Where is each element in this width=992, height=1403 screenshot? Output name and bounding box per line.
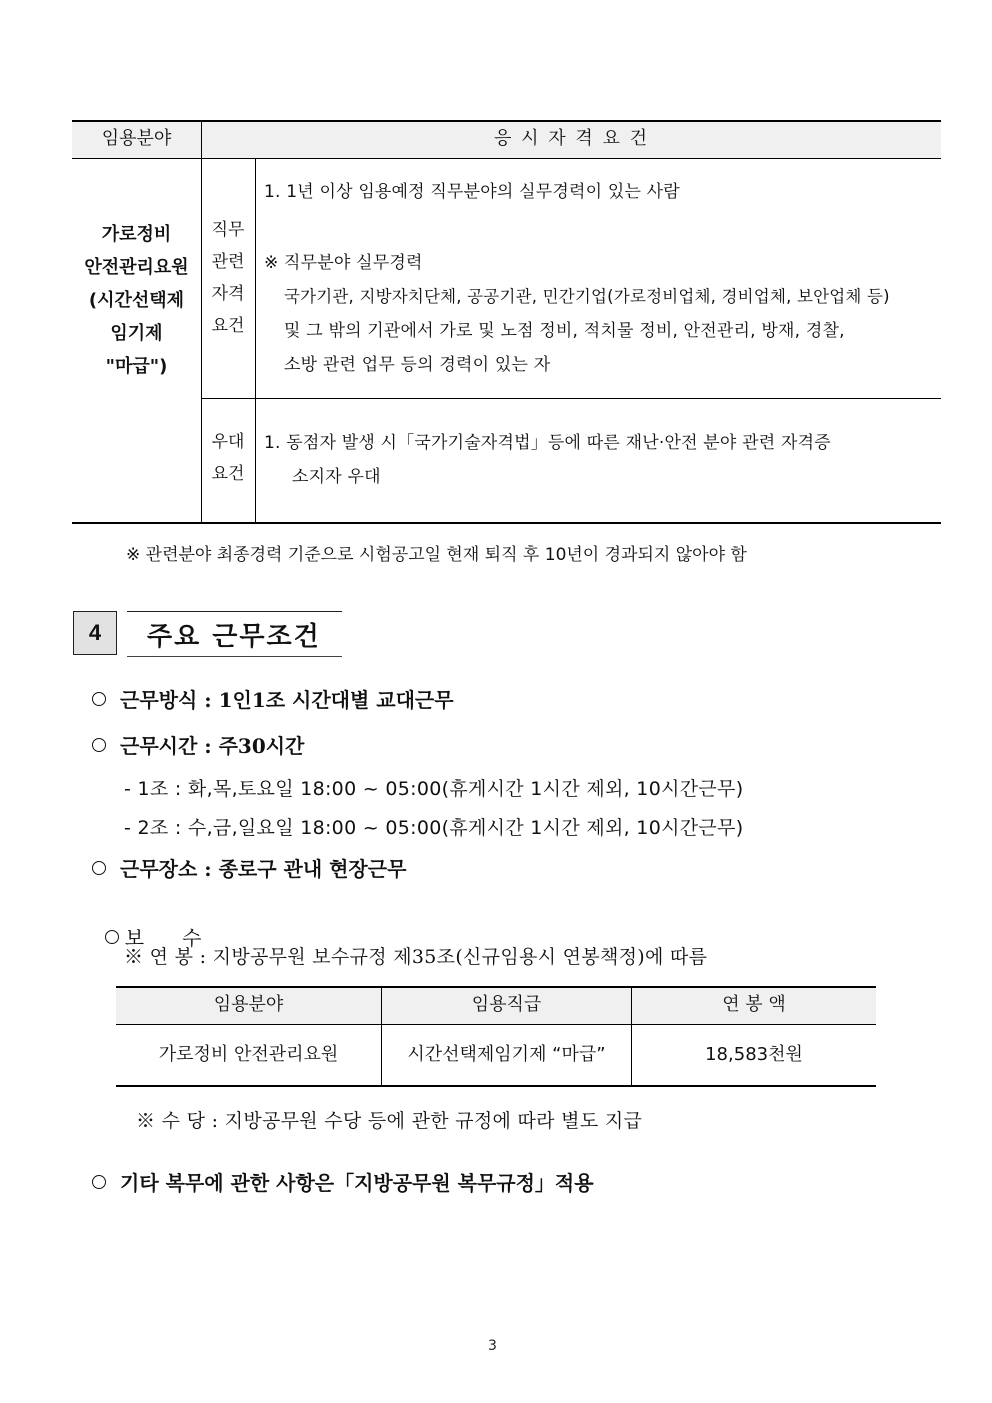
condition-text: 근무장소 : 종로구 관내 현장근무 [120,857,407,881]
preference-label [201,426,255,490]
circle-bullet-icon [92,738,106,752]
field-name-line: 안전관리요원 [84,257,189,278]
header-salary: 연 봉 액 [722,994,786,1015]
condition-work-method [92,684,454,713]
shift-2: - 2조 : 수,금,일요일 18:00 ~ 05:00(휴게시간 1시간 제외, 10시간근무) [124,817,744,839]
row-divider [201,398,941,399]
requirement-item-1: 1. 1년 이상 임용예정 직무분야의 실무경력이 있는 사람 [264,182,680,202]
qualification-table [72,120,941,523]
field-name-line: (시간선택제 [88,290,185,311]
label-line: 요건 [211,316,245,336]
salary-note: ※ 연 봉 : 지방공무원 보수규정 제35조(신규임용시 연봉책정)에 따름 [124,946,708,968]
cell-field: 가로정비 안전관리요원 [158,1044,339,1065]
preference-line: 1. 동점자 발생 시「국가기술자격법」등에 따른 재난·안전 분야 관련 자격증 [264,433,831,453]
label-line: 자격 [211,284,245,304]
note-title: ※ 직무분야 실무경력 [264,253,423,273]
cell-salary: 18,583천원 [705,1044,803,1065]
header-grade: 임용직급 [471,994,542,1015]
field-name-cell [72,158,201,523]
table-bottom-border [72,522,941,524]
label-line: 요건 [211,464,245,484]
section-title-box [127,611,342,657]
condition-text: 보 수 [124,926,202,950]
table-footnote: ※ 관련분야 최종경력 기준으로 시험공고일 현재 퇴직 후 10년이 경과되지 않아야 함 [126,545,747,565]
note-line: 국가기관, 지방자치단체, 공공기관, 민간기업(가로정비업체, 경비업체, 보안업체 등) [284,287,890,306]
condition-work-hours [92,730,304,759]
condition-text: 근무방식 : 1인1조 시간대별 교대근무 [120,688,454,712]
label-line: 우대 [211,432,245,452]
header-bottom-border [72,158,941,159]
header-field: 임용분야 [213,994,284,1015]
note-line: 및 그 밖의 기관에서 가로 및 노점 정비, 적치물 정비, 안전관리, 방재, 경찰, [284,321,845,341]
job-requirements-label [201,214,255,342]
condition-text: 근무시간 : 주30시간 [120,734,305,758]
condition-work-place [92,853,406,882]
condition-other [92,1167,594,1196]
section-number: 4 [73,611,117,655]
table-bottom-border [116,1085,876,1087]
preference-line: 소지자 우대 [292,467,381,487]
field-name-line: 임기제 [110,323,163,344]
cell-grade: 시간선택제임기제 “마급” [407,1044,606,1065]
circle-bullet-icon [92,692,106,706]
circle-bullet-icon [92,861,106,875]
header-requirements: 응 시 자 격 요 건 [494,128,649,149]
section-title: 주요 근무조건 [147,622,321,652]
header-field: 임용분야 [101,128,172,149]
condition-text: 기타 복무에 관한 사항은「지방공무원 복무규정」적용 [120,1171,594,1195]
allowance-note: ※ 수 당 : 지방공무원 수당 등에 관한 규정에 따라 별도 지급 [136,1110,643,1132]
page-number: 3 [488,1338,497,1354]
shift-1: - 1조 : 화,목,토요일 18:00 ~ 05:00(휴게시간 1시간 제외, 10시간근무) [124,778,744,800]
label-line: 직무 [211,220,245,240]
sub-column-divider [255,158,256,523]
salary-table [116,986,876,1086]
circle-bullet-icon [105,930,119,944]
field-name-line: 가로정비 [101,224,172,245]
note-line: 소방 관련 업무 등의 경력이 있는 자 [284,355,551,375]
field-name-line: "마급") [105,356,168,377]
circle-bullet-icon [92,1175,106,1189]
label-line: 관련 [211,252,245,272]
